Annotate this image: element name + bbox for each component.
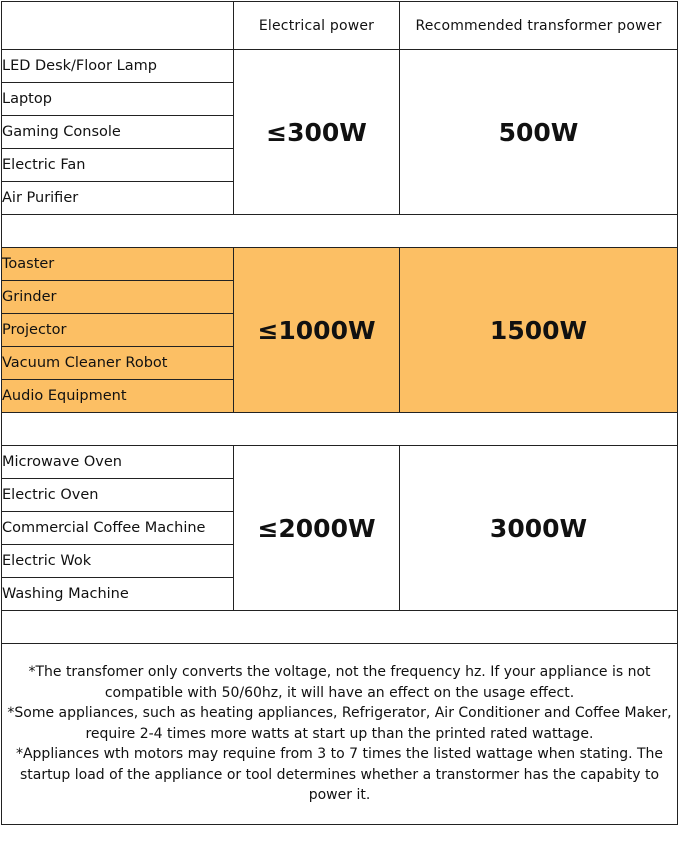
note-motor-appliances: *Appliances wth motors may requine from 3 to 7 times the listed wattage when stating. The startup load of the appliance or tool determines whether a transtormer has the capabity to power it.: [15, 746, 664, 804]
appliance-cell: Projector: [2, 314, 234, 347]
header-row: [2, 2, 678, 50]
recommended-power-value: 3000W: [400, 446, 678, 611]
spacer-cell: [2, 413, 678, 446]
appliance-cell: Air Purifier: [2, 182, 234, 215]
spacer-row: [2, 611, 678, 644]
recommended-power-value: 1500W: [400, 248, 678, 413]
appliance-cell: Toaster: [2, 248, 234, 281]
recommended-power-value: 500W: [400, 50, 678, 215]
appliance-cell: Electric Wok: [2, 545, 234, 578]
appliance-cell: LED Desk/Floor Lamp: [2, 50, 234, 83]
appliance-cell: Vacuum Cleaner Robot: [2, 347, 234, 380]
appliance-cell: Laptop: [2, 83, 234, 116]
spacer-row: [2, 413, 678, 446]
appliance-cell: Washing Machine: [2, 578, 234, 611]
spacer-cell: [2, 611, 678, 644]
appliance-cell: Commercial Coffee Machine: [2, 512, 234, 545]
notes-cell: [2, 644, 678, 825]
appliance-cell: Electric Oven: [2, 479, 234, 512]
spacer-row: [2, 215, 678, 248]
electrical-power-value: ≤1000W: [234, 248, 400, 413]
electrical-power-value: ≤2000W: [234, 446, 400, 611]
table-row: [2, 50, 678, 83]
appliance-cell: Grinder: [2, 281, 234, 314]
appliance-cell: Microwave Oven: [2, 446, 234, 479]
header-recommended-power: Recommended transformer power: [400, 2, 678, 50]
appliance-cell: Audio Equipment: [2, 380, 234, 413]
header-appliance: [2, 2, 234, 50]
table-row: [2, 446, 678, 479]
power-table: [1, 1, 678, 825]
table-row: [2, 248, 678, 281]
note-startup-watts: *Some appliances, such as heating appliances, Refrigerator, Air Conditioner and Coffee Maker, require 2-4 times more watts at start up than the printed rated wattage.: [7, 705, 672, 742]
note-frequency: *The transfomer only converts the voltage, not the frequency hz. If your appliance is not compatible with 50/60hz, it will have an effect on the usage effect.: [28, 664, 651, 701]
electrical-power-value: ≤300W: [234, 50, 400, 215]
appliance-cell: Gaming Console: [2, 116, 234, 149]
spacer-cell: [2, 215, 678, 248]
header-electrical-power: Electrical power: [234, 2, 400, 50]
appliance-cell: Electric Fan: [2, 149, 234, 182]
notes-row: [2, 644, 678, 825]
